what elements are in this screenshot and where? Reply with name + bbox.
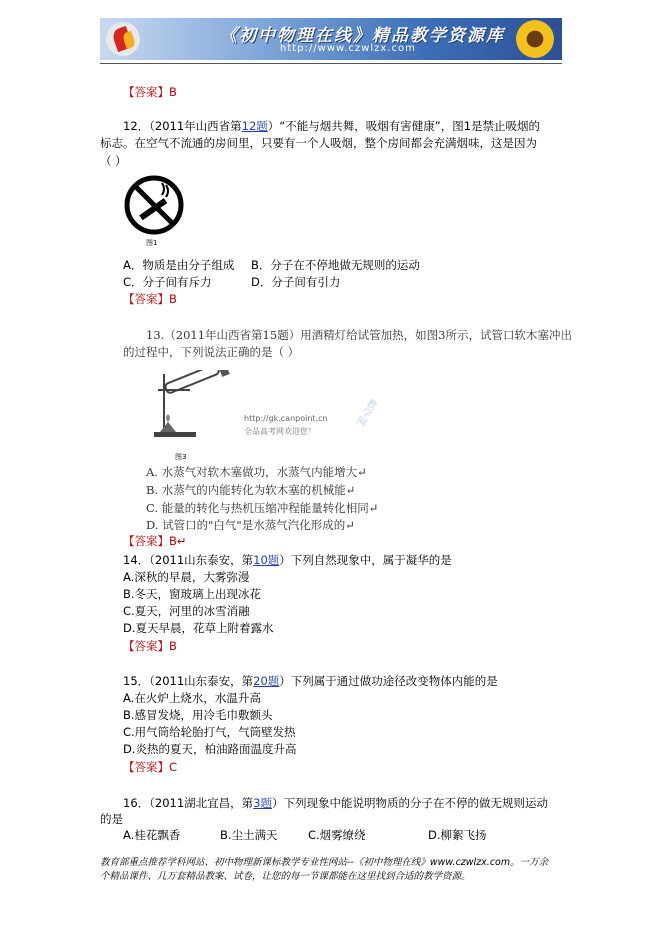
q16-suffix: ）下列现象中能说明物质的分子在不停的做无规则运动 [271,796,548,810]
header-banner [100,18,562,60]
q14-option-d: D.夏天早晨，花草上附着露水 [123,621,274,635]
q16-line2: 的是 [100,812,123,826]
q14-suffix: ）下列自然现象中，属于凝华的是 [279,553,452,567]
q15-option-c: C.用气筒给轮胎打气，气筒壁发热 [123,725,296,739]
test-tube-apparatus-icon [150,370,245,448]
footer-line2: 个精品课件、几万套精品教案、试卷，让您的每一节课都能在这里找到合适的教学资源。 [100,871,471,882]
q13-figure [150,370,245,448]
q13-watermark-text: 全品高考网欢迎您！ [244,427,316,436]
q13-line1: 13.（2011年山西省第15题）用酒精灯给试管加热，如图3所示，试管口软木塞冲出 [146,328,573,342]
q14-answer: 【答案】B [123,639,177,653]
q12-fig-caption: 图1 [146,239,158,247]
q13-option-a: A. 水蒸气对软木塞做功，水蒸气内能增大↵ [146,465,367,479]
q16-option-c: C.烟雾缭绕 [308,828,366,842]
q12-option-a: A．物质是由分子组成 [123,258,235,272]
q12-option-c: C．分子间有斥力 [123,275,212,289]
site-logo [106,22,140,56]
q12-line2: 标志。在空气不流通的房间里，只要有一个人吸烟，整个房间都会充满烟味，这是因为 [100,136,537,150]
q14-option-c: C.夏天，河里的冰雪消融 [123,604,250,618]
q16-option-b: B.尘土满天 [220,828,278,842]
banner-url: http://www.czwlzx.com [280,43,416,54]
q15-prefix: 15．（2011山东泰安，第 [123,674,254,688]
q15-ref-link[interactable]: 20题 [253,674,280,688]
q12-option-b: B．分子在不停地做无规则的运动 [251,258,420,272]
q15-line1 [123,673,498,689]
q16-option-a: A.桂花飘香 [123,828,181,842]
q14-ref-link[interactable]: 10题 [253,553,280,567]
q12-answer: 【答案】B [123,292,177,306]
q12-suffix: ）“不能与烟共舞，吸烟有害健康”，图1是禁止吸烟的 [267,119,541,133]
watermark-stamp-icon: 教学网 [353,396,378,428]
footer-line1: 教育部重点推荐学科网站、初中物理新课标教学专业性网站--《初中物理在线》www.czwlzx.com。一万余 [100,857,549,868]
q13-answer: 【答案】B↵ [123,534,187,548]
q14-prefix: 14．（2011山东泰安，第 [123,553,254,567]
sunflower-icon [516,20,554,58]
q15-option-b: B.感冒发烧，用冷毛巾敷额头 [123,708,273,722]
q13-watermark-url: http://gk.canpoint.cn [244,414,328,423]
q16-prefix: 16．（2011湖北宜昌，第 [123,796,254,810]
q12-option-d: D．分子间有引力 [251,275,341,289]
q14-option-a: A.深秋的早晨，大雾弥漫 [123,570,250,584]
q14-option-b: B.冬天，窗玻璃上出现冰花 [123,587,262,601]
banner-title: 《初中物理在线》精品教学资源库 [220,26,505,46]
footer [100,856,562,884]
header-rule [100,63,562,64]
q13-option-d: D. 试管口的"白气"是水蒸气汽化形成的↵ [146,518,355,532]
q13-line2: 的过程中，下列说法正确的是（ ） [123,345,300,359]
q14-line1 [123,552,452,568]
q12-line3: （ ） [100,154,127,168]
q13-fig-caption: 图3 [175,453,187,461]
q16-line1 [123,795,548,811]
q15-answer: 【答案】C [123,760,178,774]
q13-option-c: C. 能量的转化与热机压缩冲程能量转化相同↵ [146,501,379,515]
q15-suffix: ）下列属于通过做功途径改变物体内能的是 [279,674,498,688]
q15-option-d: D.炎热的夏天，柏油路面温度升高 [123,742,297,756]
q16-option-d: D.柳絮飞扬 [428,828,487,842]
no-smoking-figure [124,175,184,235]
q16-ref-link[interactable]: 3题 [253,796,272,810]
q15-option-a: A.在火炉上烧水，水温升高 [123,691,261,705]
q11-answer: 【答案】B [123,85,177,99]
no-smoking-icon [124,175,184,235]
q12-ref-link[interactable]: 12题 [241,119,268,133]
q12-line1 [123,118,540,134]
q13-option-b: B. 水蒸气的内能转化为软木塞的机械能↵ [146,483,356,497]
q12-prefix: 12．（2011年山西省第 [123,119,242,133]
